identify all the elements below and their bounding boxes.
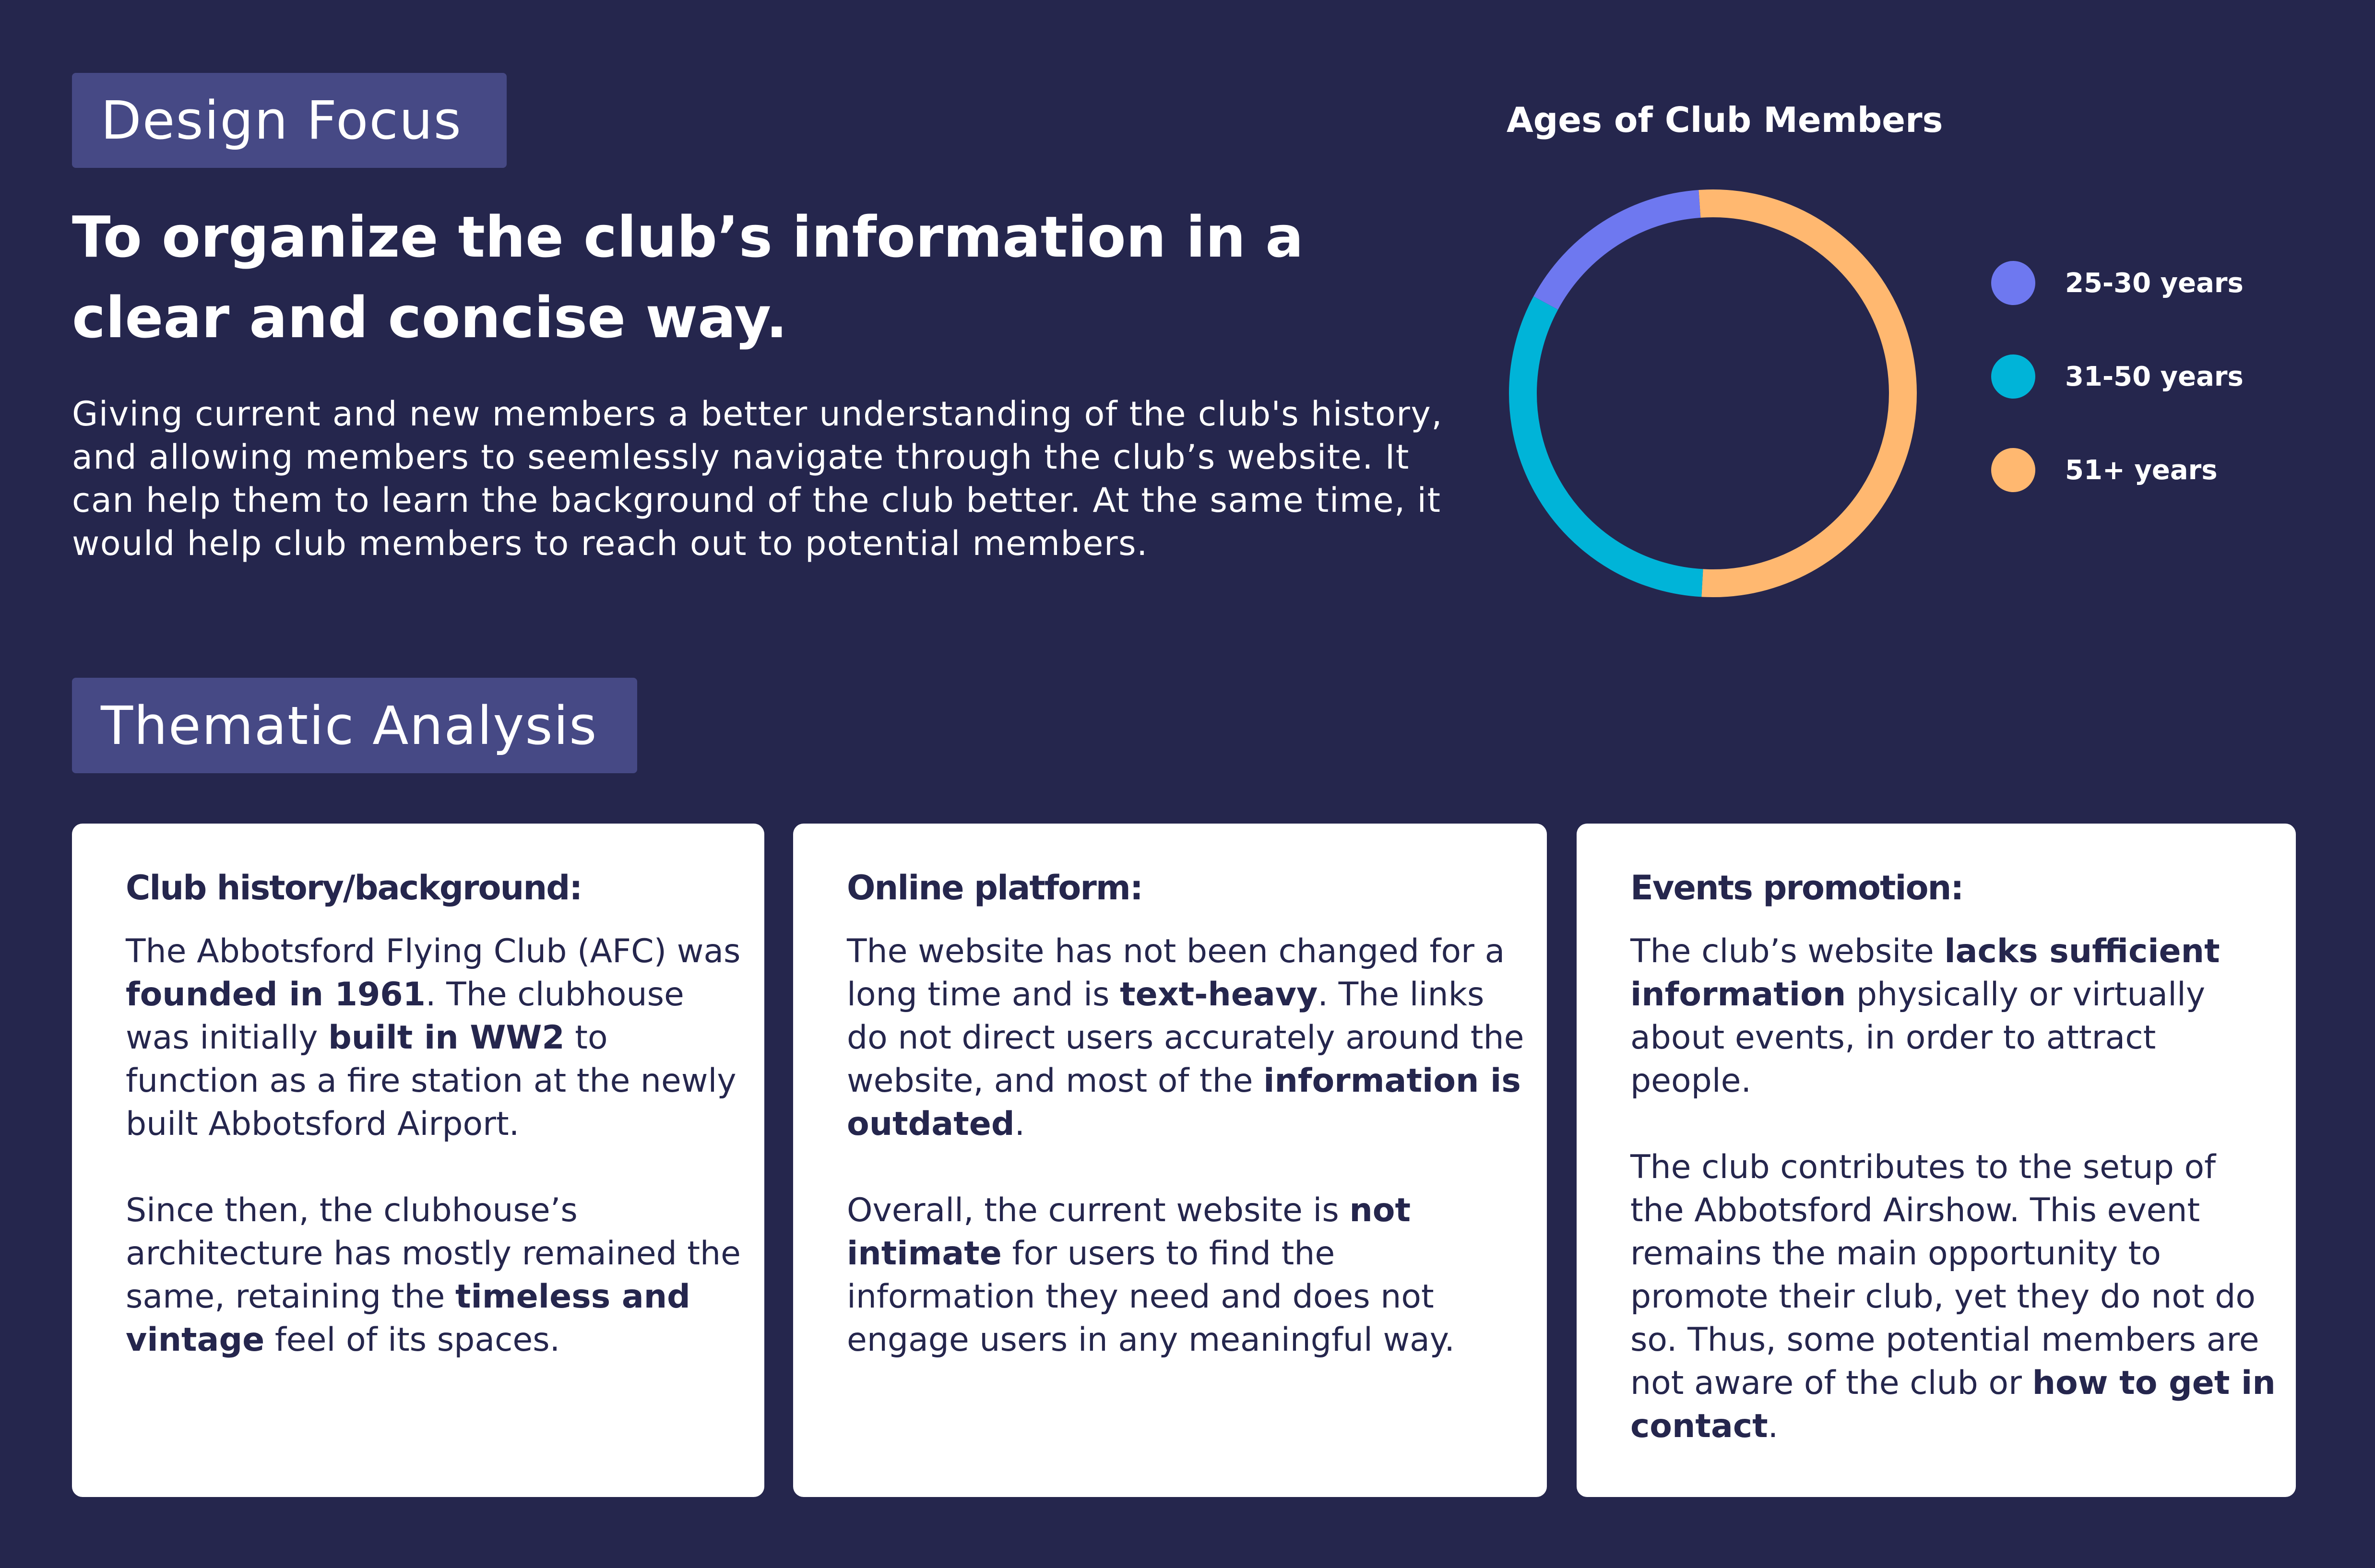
card-club-history — [72, 824, 764, 1497]
emphasis-text: lacks sufficient information — [1630, 932, 2220, 1014]
emphasis-text: built in WW2 — [328, 1019, 565, 1057]
legend-item — [1991, 446, 2218, 494]
legend-item — [1991, 353, 2244, 401]
card-title: Club history/background: — [126, 868, 582, 908]
legend-label: 31-50 years — [2065, 361, 2244, 392]
emphasis-text: not intimate — [847, 1191, 1411, 1273]
intro-paragraph: Giving current and new members a better understanding of the club's history, and allowing members to seemlessly navigate through the club’s website. It can help them to learn the background of the club better. At the same time, it would help club members to reach out to potential members. — [72, 394, 1443, 563]
card-paragraph: Overall, the current website is not intimate for users to find the information they need and does not engage users in any meaningful way. — [847, 1191, 1455, 1359]
legend-swatch — [1991, 448, 2035, 492]
card-paragraph: The club contributes to the setup of the Abbotsford Airshow. This event remains the main opportunity to promote their club, yet they do not do so. Thus, some potential members are not aware of the club or how to get in contact. — [1630, 1148, 2276, 1445]
legend-label: 25-30 years — [2065, 267, 2244, 299]
card-events-promotion — [1577, 824, 2296, 1497]
card-paragraph: The website has not been changed for a long time and is text-heavy. The links do not direct users accurately around the website, and most of the information is outdated. — [847, 932, 1524, 1143]
card-paragraph: The club’s website lacks sufficient information physically or virtually about events, in order to attract people. — [1630, 932, 2220, 1100]
emphasis-text: founded in 1961 — [126, 976, 426, 1014]
design-focus-tag: Design Focus — [72, 73, 507, 168]
donut-slice-51-years — [1699, 203, 1903, 583]
card-paragraph: The Abbotsford Flying Club (AFC) was founded in 1961. The clubhouse was initially built in WW2 to function as a fire station at the newly built Abbotsford Airport. — [126, 932, 741, 1143]
donut-slice-25-30-years — [1546, 204, 1700, 303]
card-title: Events promotion: — [1630, 868, 1963, 908]
donut-slice-31-50-years — [1523, 303, 1702, 583]
donut-chart — [1507, 187, 1919, 600]
legend-label: 51+ years — [2065, 454, 2218, 486]
chart-title: Ages of Club Members — [1507, 100, 1943, 140]
card-online-platform — [793, 824, 1547, 1497]
emphasis-text: text-heavy — [1120, 976, 1318, 1014]
emphasis-text: how to get in contact — [1630, 1364, 2276, 1445]
page-headline: To organize the club’s information in a clear and concise way. — [72, 204, 1304, 351]
card-title: Online platform: — [847, 868, 1142, 908]
emphasis-text: information is outdated — [847, 1062, 1521, 1143]
thematic-analysis-tag: Thematic Analysis — [72, 678, 637, 773]
legend-swatch — [1991, 261, 2035, 305]
emphasis-text: timeless and vintage — [126, 1278, 690, 1359]
card-paragraph: Since then, the clubhouse’s architecture has mostly remained the same, retaining the timeless and vintage feel of its spaces. — [126, 1191, 741, 1359]
legend-item — [1991, 259, 2244, 307]
legend-swatch — [1991, 354, 2035, 399]
